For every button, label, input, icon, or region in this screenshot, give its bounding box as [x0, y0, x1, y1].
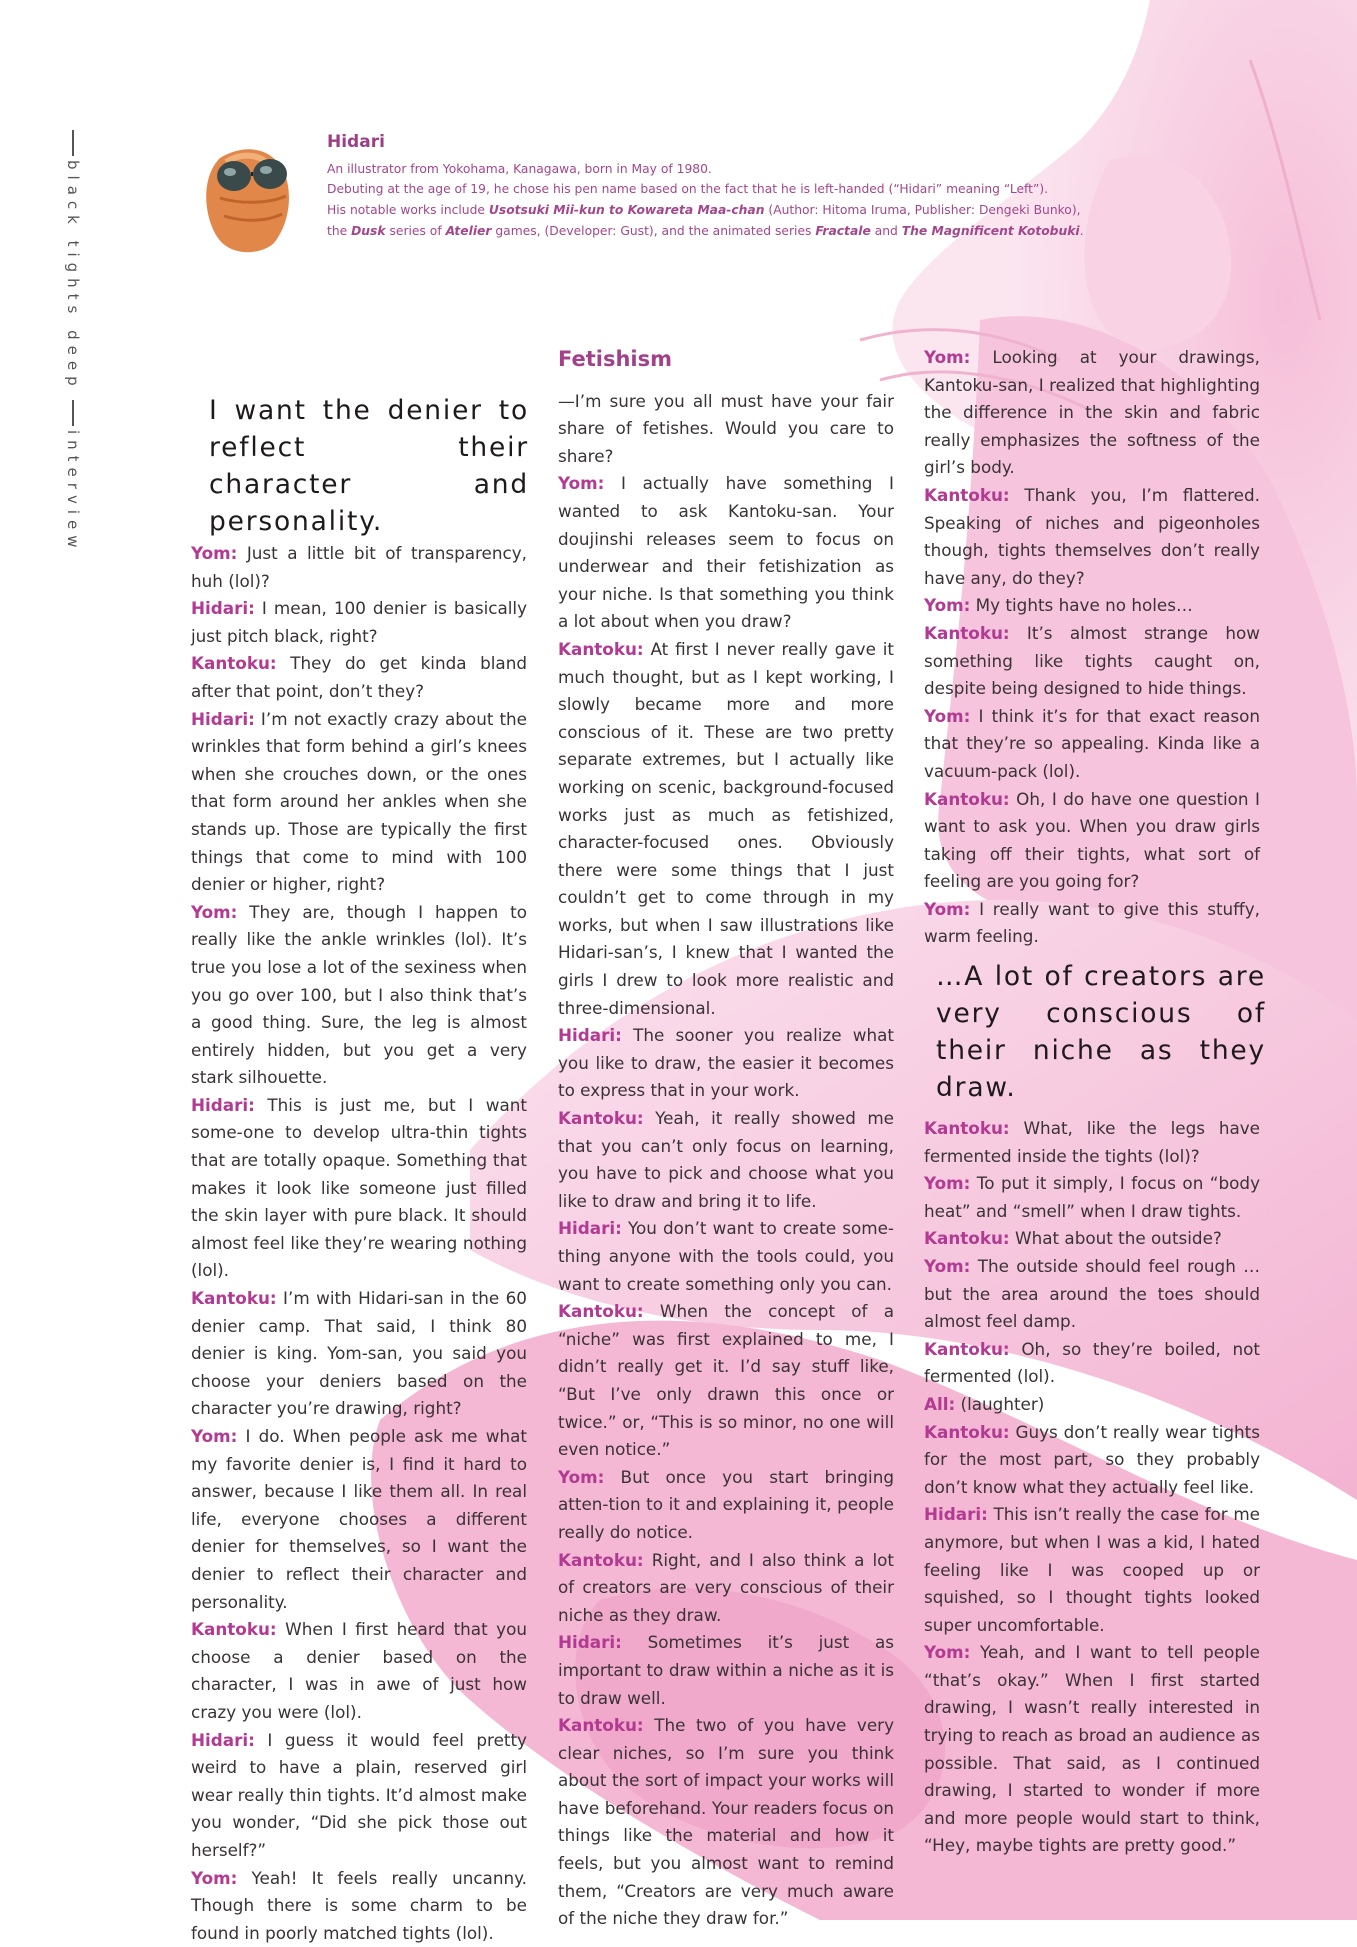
speaker-label: Hidari: [191, 1095, 255, 1115]
dialogue-text: My tights have no holes… [970, 595, 1192, 615]
dialogue-line [924, 1501, 1260, 1639]
speaker-label: Kantoku: [924, 485, 1010, 505]
dialogue-text: Oh, so they’re boiled, not fermented (lol). [924, 1339, 1260, 1387]
dialogue-text: Right, and I also think a lot of creators are very conscious of their niche as they draw. [558, 1550, 894, 1625]
dialogue-text: I think it’s for that exact reason that they’re so appealing. Kinda like a vacuum-pack (lol). [924, 706, 1260, 781]
speaker-label: Kantoku: [924, 1339, 1010, 1359]
bio-line: the Dusk series of Atelier games, (Developer: Gust), and the animated series Fractale and The Magnificent Kotobuki. [327, 221, 1127, 242]
work-title: The Magnificent Kotobuki [902, 224, 1080, 238]
dialogue-text: What about the outside? [1010, 1228, 1222, 1248]
speaker-label: Yom: [558, 473, 604, 493]
dialogue-line [558, 1464, 894, 1547]
dialogue-line [558, 1105, 894, 1215]
artist-avatar [190, 138, 310, 258]
interview-column-3-bottom [924, 1115, 1260, 1860]
dialogue-text: You don’t want to create some-thing anyone with the tools could, you want to create something only you can. [558, 1218, 894, 1293]
speaker-label: Yom: [924, 706, 970, 726]
dialogue-text: The two of you have very clear niches, so I’m sure you think about the sort of impact your works will have beforehand. Your readers focus on things like the material and how it feels, but you almost want to remind them, “Creators are very much aware of the niche they draw for.” [558, 1715, 894, 1928]
dialogue-text: Thank you, I’m flattered. Speaking of niches and pigeonholes though, tights themselves don’t really have any, do they? [924, 485, 1260, 588]
speaker-label: Yom: [924, 347, 970, 367]
dialogue-text: Just a little bit of transparency, huh (lol)? [191, 543, 527, 591]
dialogue-line [924, 896, 1260, 951]
dialogue-text: I really want to give this stuffy, warm feeling. [924, 899, 1260, 947]
dialogue-line [191, 540, 527, 595]
dialogue-text: What, like the legs have fermented inside the tights (lol)? [924, 1118, 1260, 1166]
speaker-label: Kantoku: [558, 1301, 644, 1321]
dialogue-line [558, 636, 894, 1022]
speaker-label: All: [924, 1394, 955, 1414]
dialogue-text: Looking at your drawings, Kantoku-san, I realized that highlighting the difference in the skin and fabric really emphasizes the softness of the girl’s body. [924, 347, 1260, 477]
dialogue-line [191, 899, 527, 1092]
dialogue-text: (laughter) [955, 1394, 1044, 1414]
dialogue-text: The sooner you realize what you like to draw, the easier it becomes to express that in your work. [558, 1025, 894, 1100]
dialogue-text: I actually have something I wanted to ask Kantoku-san. Your doujinshi releases seem to focus on underwear and their fetishization as your niche. Is that something you think a lot about when you draw? [558, 473, 894, 631]
speaker-label: Yom: [924, 595, 970, 615]
speaker-label: Yom: [191, 1426, 237, 1446]
speaker-label: Yom: [191, 902, 237, 922]
dialogue-line [558, 1629, 894, 1712]
dialogue-line [924, 1639, 1260, 1860]
dialogue-line [924, 592, 1260, 620]
speaker-label: Kantoku: [924, 623, 1010, 643]
dialogue-line [924, 1419, 1260, 1502]
speaker-label: Hidari: [924, 1504, 988, 1524]
side-label-top: black tights deep [64, 160, 82, 392]
dialogue-line [191, 1865, 527, 1947]
dialogue-text: They do get kinda bland after that point, don’t they? [191, 653, 527, 701]
dialogue-text: —I’m sure you all must have your fair share of fetishes. Would you care to share? [558, 391, 894, 466]
dialogue-line [558, 1547, 894, 1630]
pull-quote-block [936, 958, 1266, 1106]
section-heading-block [209, 392, 529, 540]
speaker-label: Kantoku: [558, 639, 644, 659]
dialogue-line [924, 1391, 1260, 1419]
interview-column-3-top [924, 344, 1260, 951]
dialogue-text: This isn’t really the case for me anymore, but when I was a kid, I hated feeling like I was cooped up or squished, so I thought tights looked super uncomfortable. [924, 1504, 1260, 1634]
speaker-label: Kantoku: [191, 1288, 277, 1308]
dialogue-line [558, 1712, 894, 1933]
dialogue-line [924, 344, 1260, 482]
dialogue-line [191, 650, 527, 705]
speaker-label: Yom: [924, 1642, 970, 1662]
dialogue-line [558, 1215, 894, 1298]
work-title: Atelier [446, 224, 492, 238]
dialogue-text: I’m not exactly crazy about the wrinkles that form behind a girl’s knees when she crouches down, or the ones that form around her ankles when she stands up. Those are typically the first things that come to mind with 100 denier or higher, right? [191, 709, 527, 895]
section-heading: I want the denier to reflect their character and personality. [209, 392, 529, 540]
speaker-label: Kantoku: [924, 789, 1010, 809]
interview-column-2 [558, 346, 894, 1933]
speaker-label: Kantoku: [924, 1422, 1010, 1442]
dialogue-text: I mean, 100 denier is basically just pitch black, right? [191, 598, 527, 646]
section-subheading: Fetishism [558, 346, 894, 374]
dialogue-line [924, 703, 1260, 786]
dialogue-text: They are, though I happen to really like the ankle wrinkles (lol). It’s true you lose a lot of the sexiness when you go over 100, but I also think that’s a good thing. Sure, the leg is almost entirely hidden, but you get a very stark silhouette. [191, 902, 527, 1088]
speaker-label: Kantoku: [191, 653, 277, 673]
dialogue-line [924, 1225, 1260, 1253]
dialogue-text: When I first heard that you choose a denier based on the character, I was in awe of just how crazy you were (lol). [191, 1619, 527, 1722]
dialogue-line [191, 706, 527, 899]
bio-line: His notable works include Usotsuki Mii-kun to Kowareta Maa-chan (Author: Hitoma Iruma, Publisher: Dengeki Bunko), [327, 200, 1127, 221]
dialogue-line [558, 1022, 894, 1105]
speaker-label: Hidari: [558, 1025, 622, 1045]
side-divider [72, 400, 74, 426]
dialogue-text: Yeah! It feels really uncanny. Though there is some charm to be found in poorly matched tights (lol). [191, 1868, 527, 1943]
speaker-label: Hidari: [191, 709, 255, 729]
dialogue-text: Yeah, and I want to tell people “that’s okay.” When I first started drawing, I wasn’t really interested in trying to reach as broad an audience as possible. That said, as I continued drawing, I started to wonder if more and more people would start to think, “Hey, maybe tights are pretty good.” [924, 1642, 1260, 1855]
dialogue-line [191, 1285, 527, 1423]
speaker-label: Yom: [924, 899, 970, 919]
speaker-label: Hidari: [558, 1218, 622, 1238]
work-title: Usotsuki Mii-kun to Kowareta Maa-chan [489, 203, 765, 217]
dialogue-text: I’m with Hidari-san in the 60 denier camp. That said, I think 80 denier is king. Yom-san, you said you choose your deniers based on the character you’re drawing, right? [191, 1288, 527, 1418]
speaker-label: Yom: [558, 1467, 604, 1487]
speaker-label: Yom: [191, 543, 237, 563]
dialogue-text: At first I never really gave it much thought, but as I kept working, I slowly became more and more conscious of it. These are two pretty separate extremes, but I actually like working on scenic, background-focused works just as much as fetishized, character-focused ones. Obviously there were some things that I just couldn’t get to come through in my works, but when I saw illustrations like Hidari-san’s, I knew that I wanted the girls I drew to look more realistic and three-dimensional. [558, 639, 894, 1018]
speaker-label: Kantoku: [924, 1228, 1010, 1248]
speaker-label: Kantoku: [558, 1715, 644, 1735]
side-label-bottom: interview [64, 430, 82, 554]
dialogue-line [924, 620, 1260, 703]
dialogue-text: The outside should feel rough … but the area around the toes should almost feel damp. [924, 1256, 1260, 1331]
bio-line: Debuting at the age of 19, he chose his pen name based on the fact that he is left-handed (“Hidari” meaning “Left”). [327, 179, 1127, 200]
speaker-label: Hidari: [191, 1730, 255, 1750]
dialogue-text: It’s almost strange how something like tights caught on, despite being designed to hide things. [924, 623, 1260, 698]
speaker-label: Yom: [924, 1256, 970, 1276]
dialogue-text: Oh, I do have one question I want to ask you. When you draw girls taking off their tights, what sort of feeling are you going for? [924, 789, 1260, 892]
dialogue-line [558, 388, 894, 471]
dialogue-text: I do. When people ask me what my favorite denier is, I find it hard to answer, because I like them all. In real life, everyone chooses a different denier for themselves, so I want the denier to reflect their character and personality. [191, 1426, 527, 1612]
dialogue-text: Yeah, it really showed me that you can’t only focus on learning, you have to pick and choose what you like to draw and bring it to life. [558, 1108, 894, 1211]
dialogue-text: To put it simply, I focus on “body heat” and “smell” when I draw tights. [924, 1173, 1260, 1221]
speaker-label: Yom: [191, 1868, 237, 1888]
dialogue-line [924, 482, 1260, 592]
dialogue-line [924, 1336, 1260, 1391]
side-divider [72, 130, 74, 156]
artist-bio [327, 132, 1127, 242]
speaker-label: Kantoku: [924, 1118, 1010, 1138]
speaker-label: Kantoku: [558, 1108, 644, 1128]
dialogue-line [924, 786, 1260, 896]
speaker-label: Hidari: [558, 1632, 622, 1652]
dialogue-line [558, 470, 894, 636]
speaker-label: Kantoku: [558, 1550, 644, 1570]
dialogue-line [924, 1170, 1260, 1225]
dialogue-text: When the concept of a “niche” was first explained to me, I didn’t really get it. I’d say stuff like, “But I’ve only drawn this once or twice.” or, “This is so minor, no one will even notice.” [558, 1301, 894, 1459]
dialogue-text: Sometimes it’s just as important to draw within a niche as it is to draw well. [558, 1632, 894, 1707]
speaker-label: Kantoku: [191, 1619, 277, 1639]
dialogue-line [924, 1253, 1260, 1336]
dialogue-line [924, 1115, 1260, 1170]
dialogue-line [558, 1298, 894, 1464]
work-title: Fractale [815, 224, 870, 238]
work-title: Dusk [351, 224, 385, 238]
interview-column-1 [191, 540, 527, 1947]
speaker-label: Hidari: [191, 598, 255, 618]
dialogue-line [191, 1092, 527, 1285]
dialogue-line [191, 1616, 527, 1726]
dialogue-text: I guess it would feel pretty weird to have a plain, reserved girl wear really thin tights. It’d almost make you wonder, “Did she pick those out herself?” [191, 1730, 527, 1860]
dialogue-text: Guys don’t really wear tights for the most part, so they probably don’t know what they actually feel like. [924, 1422, 1260, 1497]
side-section-label [60, 130, 88, 550]
dialogue-line [191, 1727, 527, 1865]
dialogue-line [191, 595, 527, 650]
dialogue-text: This is just me, but I want some-one to develop ultra-thin tights that are totally opaque. Something that makes it look like someone just filled the skin layer with pure black. It should almost feel like they’re wearing nothing (lol). [191, 1095, 527, 1281]
pull-quote-heading: …A lot of creators are very conscious of their niche as they draw. [936, 958, 1266, 1106]
dialogue-line [191, 1423, 527, 1616]
speaker-label: Yom: [924, 1173, 970, 1193]
artist-name: Hidari [327, 132, 1127, 153]
dialogue-text: But once you start bringing atten-tion to it and explaining it, people really do notice. [558, 1467, 894, 1542]
bio-line: An illustrator from Yokohama, Kanagawa, born in May of 1980. [327, 159, 1127, 180]
